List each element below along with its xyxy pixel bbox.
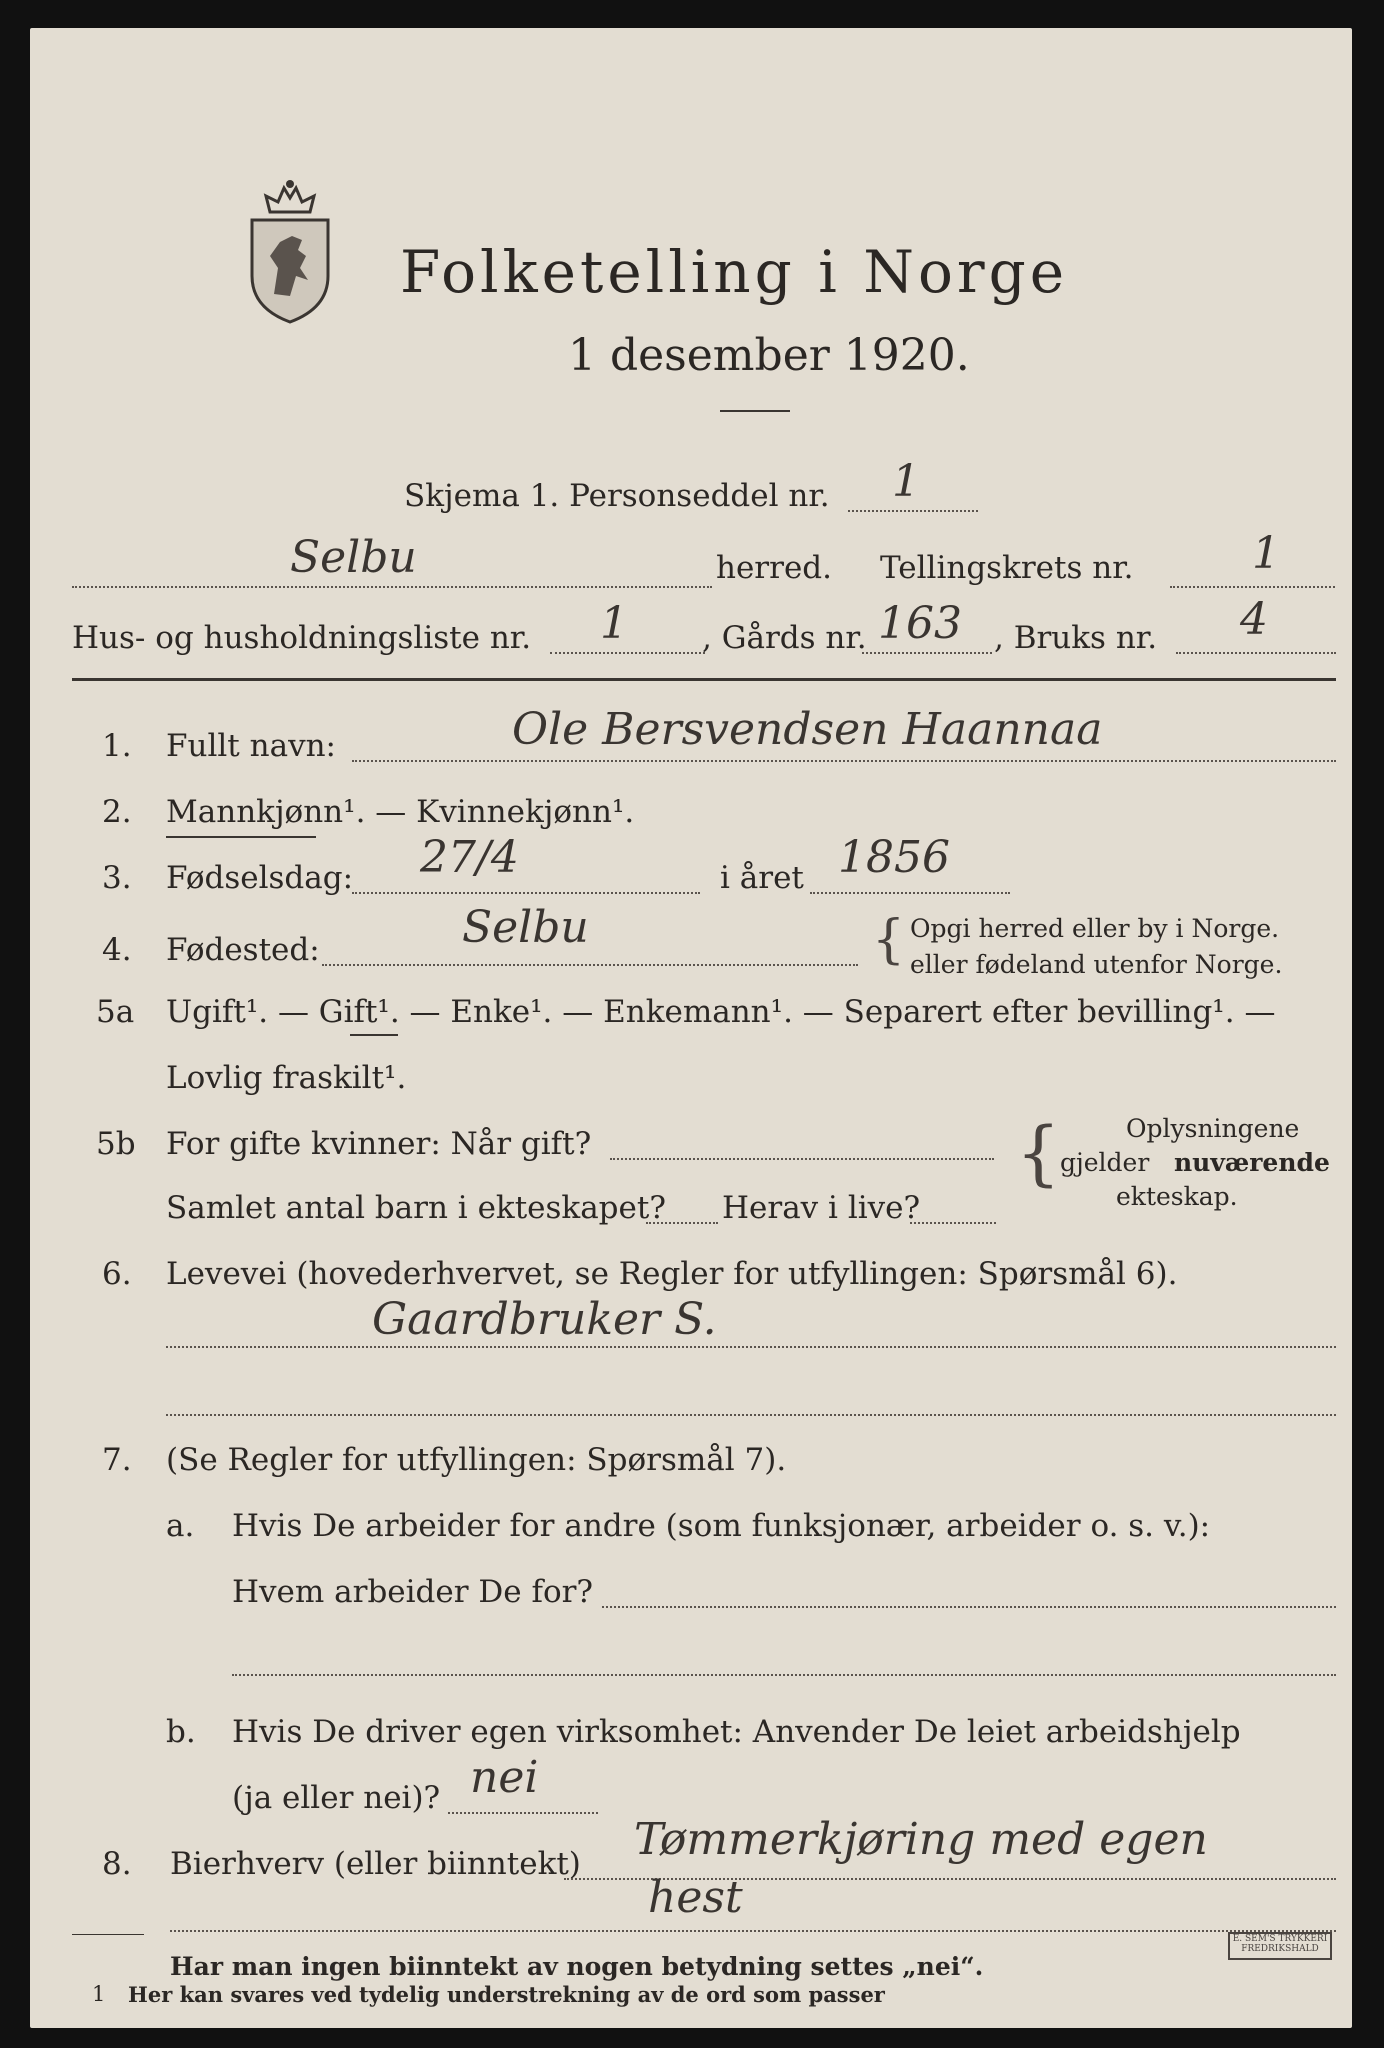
title-divider bbox=[720, 410, 790, 412]
q7a-dots-1 bbox=[602, 1606, 1336, 1608]
herred-label: herred. bbox=[716, 550, 832, 586]
q4-note-2: eller fødeland utenfor Norge. bbox=[910, 950, 1283, 979]
q7b-letter: b. bbox=[166, 1714, 196, 1750]
q3-year-label: i året bbox=[720, 860, 804, 896]
bruks-dots bbox=[1176, 652, 1336, 654]
q1-number: 1. bbox=[102, 728, 132, 764]
q5b-note-2b: nuværende bbox=[1174, 1148, 1330, 1177]
q8-number: 8. bbox=[102, 1846, 132, 1882]
q5b-label: For gifte kvinner: Når gift? bbox=[166, 1126, 592, 1162]
biinntekt-note: Har man ingen biinntekt av nogen betydning settes „nei“. bbox=[170, 1952, 984, 1981]
form-date: 1 desember 1920. bbox=[568, 330, 970, 381]
q3-number: 3. bbox=[102, 860, 132, 896]
q4-value: Selbu bbox=[462, 902, 589, 953]
gards-dots bbox=[862, 652, 992, 654]
coat-of-arms-icon bbox=[230, 176, 350, 326]
q5a-label: Ugift¹. — Gift¹. — Enke¹. — Enkemann¹. — Separert efter bevilling¹. — bbox=[166, 994, 1276, 1030]
krets-label: Tellingskrets nr. bbox=[880, 550, 1134, 586]
q6-number: 6. bbox=[102, 1256, 132, 1292]
q7a-label-2: Hvem arbeider De for? bbox=[232, 1574, 594, 1610]
bruks-value: 4 bbox=[1240, 594, 1268, 645]
header-divider bbox=[72, 678, 1336, 681]
q7-number: 7. bbox=[102, 1442, 132, 1478]
q5a-underline bbox=[350, 1034, 398, 1036]
q2-number: 2. bbox=[102, 794, 132, 830]
q6-label: Levevei (hovederhvervet, se Regler for utfyllingen: Spørsmål 6). bbox=[166, 1256, 1178, 1292]
gards-value: 163 bbox=[878, 598, 962, 649]
printer-stamp: E. SEM'S TRYKKERI FREDRIKSHALD bbox=[1228, 1932, 1332, 1960]
q5b-dots-2 bbox=[646, 1222, 718, 1224]
q5b-note-3: ekteskap. bbox=[1116, 1182, 1238, 1211]
q7-label: (Se Regler for utfyllingen: Spørsmål 7). bbox=[166, 1442, 787, 1478]
q5a-number: 5a bbox=[96, 994, 135, 1030]
q6-value: Gaardbruker S. bbox=[372, 1294, 717, 1345]
q7b-label-2: (ja eller nei)? bbox=[232, 1780, 441, 1816]
form-title: Folketelling i Norge bbox=[400, 238, 1069, 306]
schema-dots bbox=[848, 510, 978, 512]
q7a-letter: a. bbox=[166, 1508, 195, 1544]
q4-dots bbox=[322, 964, 858, 966]
q4-brace: { bbox=[872, 910, 906, 970]
q8-label: Bierhverv (eller biinntekt) bbox=[170, 1846, 581, 1882]
q5b-label-3: Herav i live? bbox=[722, 1190, 921, 1226]
q6-dots-2 bbox=[166, 1414, 1336, 1416]
q7b-label: Hvis De driver egen virksomhet: Anvender De leiet arbeidshjelp bbox=[232, 1714, 1241, 1750]
q4-note-1: Opgi herred eller by i Norge. bbox=[910, 914, 1280, 943]
footnote-mark: 1 bbox=[92, 1982, 106, 2006]
q2-underline bbox=[166, 836, 316, 838]
bruks-label: , Bruks nr. bbox=[994, 620, 1158, 656]
q8-dots-2 bbox=[170, 1930, 1336, 1932]
q8-value: Tømmerkjøring med egen bbox=[634, 1814, 1208, 1865]
q1-dots bbox=[352, 760, 1336, 762]
q8-value-2: hest bbox=[648, 1872, 743, 1923]
gards-label: , Gårds nr. bbox=[702, 620, 867, 656]
q5a-label-2: Lovlig fraskilt¹. bbox=[166, 1060, 407, 1096]
q3-value: 27/4 bbox=[420, 832, 519, 883]
footnote-text: Her kan svares ved tydelig understrekning av de ord som passer bbox=[128, 1982, 885, 2007]
q3-dots bbox=[352, 892, 700, 894]
q1-label: Fullt navn: bbox=[166, 728, 336, 764]
census-form bbox=[30, 28, 1352, 2028]
hus-label: Hus- og husholdningsliste nr. bbox=[72, 620, 532, 656]
q5b-number: 5b bbox=[96, 1126, 136, 1162]
q3-label: Fødselsdag: bbox=[166, 860, 354, 896]
herred-dots bbox=[72, 586, 712, 588]
q3-year-dots bbox=[810, 892, 1010, 894]
q5b-note-2a: gjelder bbox=[1060, 1148, 1150, 1177]
q6-dots-1 bbox=[166, 1346, 1336, 1348]
q7b-value: nei bbox=[470, 1752, 539, 1803]
krets-value: 1 bbox=[1252, 528, 1280, 579]
schema-label: Skjema 1. Personseddel nr. bbox=[404, 478, 830, 514]
q7b-dots bbox=[448, 1812, 598, 1814]
q5b-label-2: Samlet antal barn i ekteskapet? bbox=[166, 1190, 666, 1226]
q5b-brace: { bbox=[1016, 1112, 1061, 1194]
herred-value: Selbu bbox=[290, 532, 417, 583]
q5b-dots-1 bbox=[610, 1158, 994, 1160]
q5b-note-1: Oplysningene bbox=[1126, 1114, 1300, 1143]
footnote-divider bbox=[72, 1934, 144, 1935]
q7a-label: Hvis De arbeider for andre (som funksjonær, arbeider o. s. v.): bbox=[232, 1508, 1211, 1544]
hus-dots bbox=[550, 652, 705, 654]
q3-year-value: 1856 bbox=[838, 832, 950, 883]
q7a-dots-2 bbox=[232, 1674, 1336, 1676]
q4-label: Fødested: bbox=[166, 932, 320, 968]
q1-value: Ole Bersvendsen Haannaa bbox=[512, 704, 1103, 755]
hus-value: 1 bbox=[600, 598, 628, 649]
q5b-dots-3 bbox=[910, 1222, 996, 1224]
q4-number: 4. bbox=[102, 932, 132, 968]
q2-label: Mannkjønn¹. — Kvinnekjønn¹. bbox=[166, 794, 635, 830]
krets-dots bbox=[1170, 586, 1335, 588]
schema-value: 1 bbox=[892, 456, 920, 507]
